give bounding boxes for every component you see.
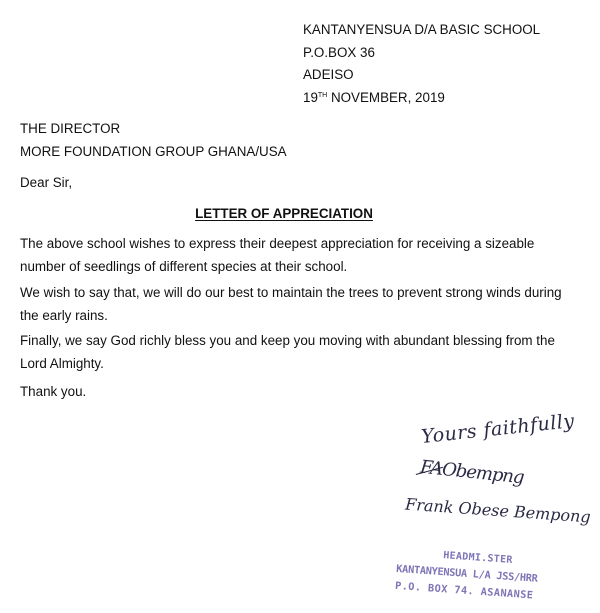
date-day: 19 xyxy=(303,89,318,105)
sender-school: KANTANYENSUA D/A BASIC SCHOOL xyxy=(303,22,541,37)
letter-date xyxy=(303,87,540,110)
date-rest: NOVEMBER, 2019 xyxy=(327,89,445,105)
recipient-address xyxy=(20,118,287,163)
school-stamp xyxy=(394,544,577,607)
body-paragraph-2: We wish to say that, we will do our best to maintain the trees to prevent strong winds during the early rains. xyxy=(20,285,562,323)
recipient-line-2: MORE FOUNDATION GROUP GHANA/USA xyxy=(20,143,287,159)
date-suffix: TH xyxy=(317,91,328,99)
handwritten-valediction: Yours faithfully xyxy=(420,410,576,448)
handwritten-signer-name: Frank Obese Bempong xyxy=(404,494,592,527)
handwritten-signature: FAObempng xyxy=(419,456,525,489)
recipient-line-1: THE DIRECTOR xyxy=(20,121,121,136)
sender-address xyxy=(303,19,540,109)
body-paragraph-1: The above school wishes to express their deepest appreciation for receiving a sizeable number of seedlings of different species at their school. xyxy=(20,236,535,274)
sender-town: ADEISO xyxy=(303,67,354,82)
letter-subject: LETTER OF APPRECIATION xyxy=(195,206,373,221)
sender-po-box: P.O.BOX 36 xyxy=(303,44,375,60)
stamp-line-2: KANTANYENSUA L/A JSS/HRR xyxy=(395,562,538,585)
closing-line: Thank you. xyxy=(20,384,87,399)
stamp-line-3: P.O. BOX 74. ASANANSE xyxy=(394,579,534,602)
stamp-line-1: HEADMI.STER xyxy=(442,550,514,567)
body-paragraph-3: Finally, we say God richly bless you and keep you moving with abundant blessing from the Lord Almighty. xyxy=(20,333,555,371)
salutation: Dear Sir, xyxy=(20,175,73,190)
